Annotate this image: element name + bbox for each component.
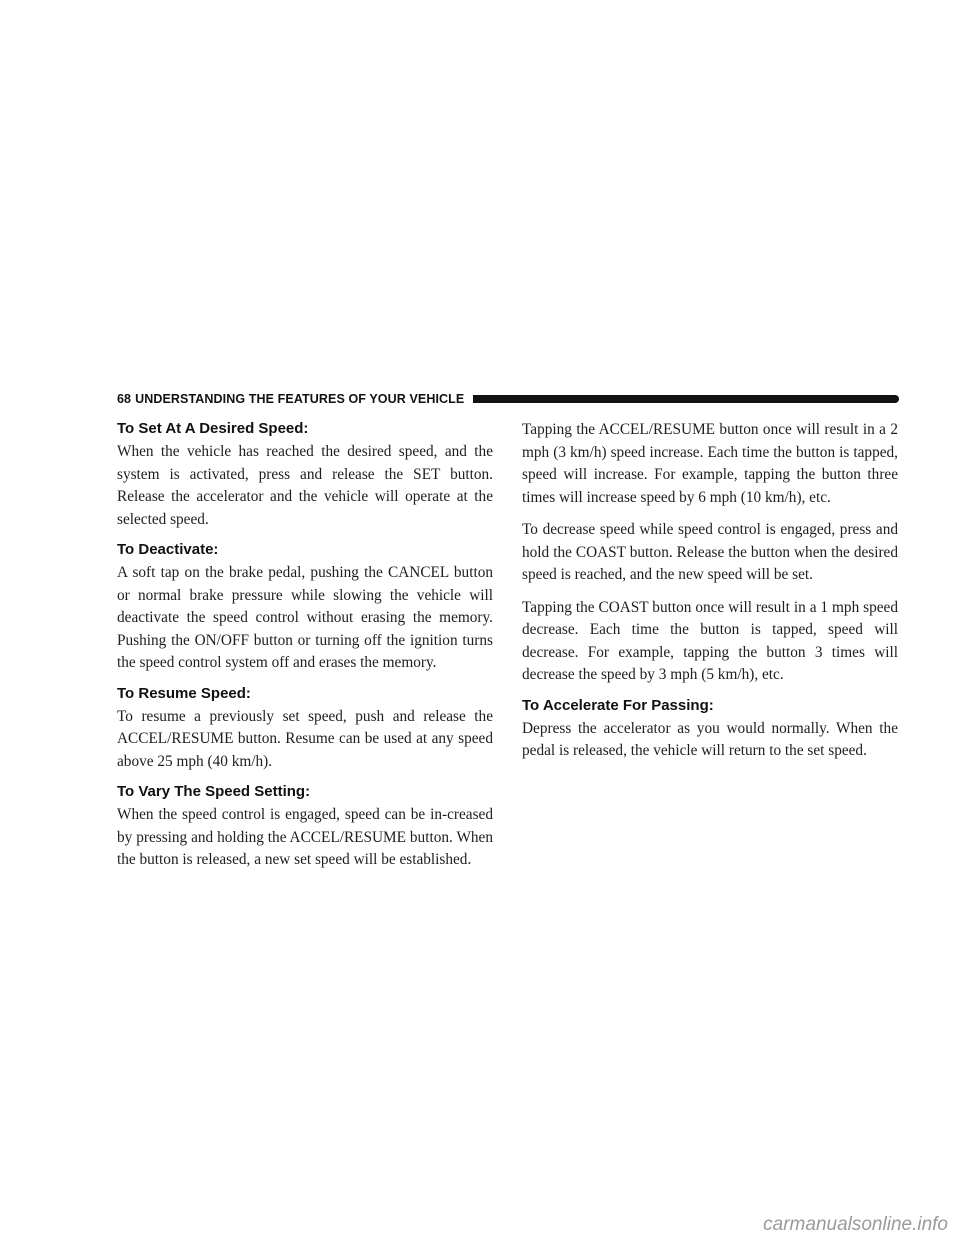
watermark: carmanualsonline.info <box>763 1214 948 1235</box>
paragraph-accel-tap: Tapping the ACCEL/RESUME button once will result in a 2 mph (3 km/h) speed increase. Each time the button is tapped, speed will increase. For example, tapping the button three times will increase speed by 6 mph (10 km/h), etc. <box>522 421 898 506</box>
section-paragraph: Depress the accelerator as you would normally. When the pedal is released, the vehicle will return to the set speed. <box>522 719 898 759</box>
page-header <box>117 390 899 408</box>
section-heading-set-speed: To Set At A Desired Speed: <box>117 420 309 437</box>
section-heading-vary-speed: To Vary The Speed Setting: <box>117 783 311 800</box>
section-heading-resume-speed: To Resume Speed: <box>117 684 251 702</box>
section-paragraph: When the speed control is engaged, speed can be in-creased by pressing and holding the ACCEL/RESUME button. When the button is released, a new set speed will be established. <box>117 806 493 868</box>
section-heading-accelerate-passing: To Accelerate For Passing: <box>522 696 714 714</box>
left-column <box>117 420 493 882</box>
right-column <box>522 420 898 773</box>
paragraph-coast-tap: Tapping the COAST button once will result in a 1 mph speed decrease. Each time the button is tapped, speed will decrease. For example, tapping the button 3 times will decrease the speed by 3 mph (5 km/h), etc. <box>522 598 898 683</box>
section-paragraph: A soft tap on the brake pedal, pushing the CANCEL button or normal brake pressure while slowing the vehicle will deactivate the speed control without erasing the memory. Pushing the ON/OFF button or turning off the ignition turns the speed control system off and erases the memory. <box>117 564 493 671</box>
section-paragraph: When the vehicle has reached the desired speed, and the system is activated, press and release the SET button. Release the accelerator and the vehicle will operate at the selected speed. <box>117 443 493 528</box>
chapter-title: UNDERSTANDING THE FEATURES OF YOUR VEHICLE <box>135 392 465 406</box>
section-heading-deactivate: To Deactivate: <box>117 541 219 558</box>
page-number: 68 <box>117 392 132 406</box>
paragraph-coast-hold: To decrease speed while speed control is engaged, press and hold the COAST button. Release the button when the desired speed is reached, and the new speed will be set. <box>522 521 898 583</box>
header-rule <box>473 395 899 403</box>
section-paragraph: To resume a previously set speed, push and release the ACCEL/RESUME button. Resume can be used at any speed above 25 mph (40 km/h). <box>117 707 493 770</box>
